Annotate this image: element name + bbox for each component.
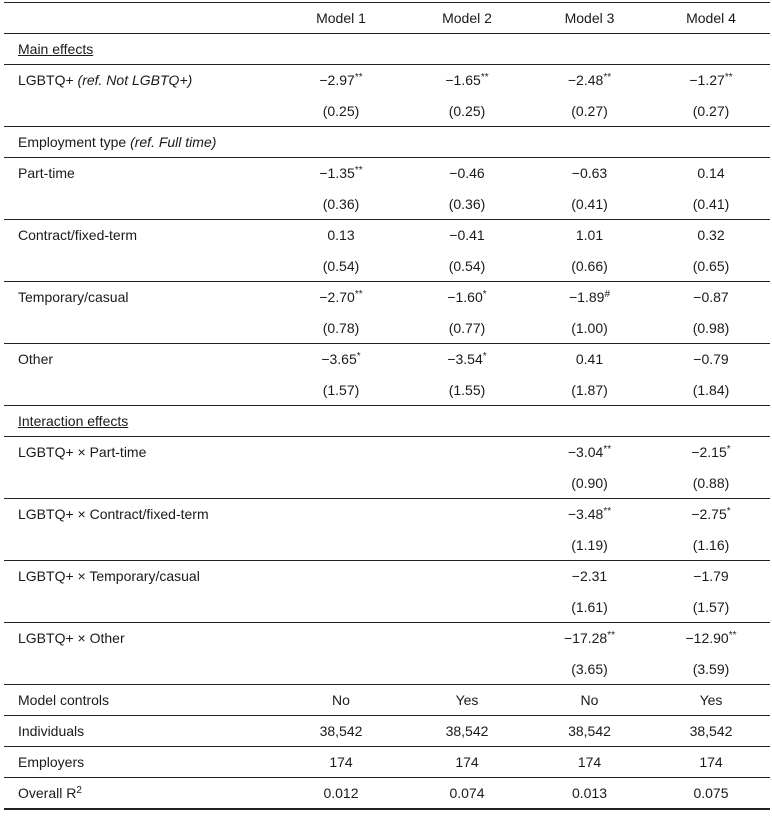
se-cell: (1.87) <box>527 375 652 406</box>
coef-cell: −1.27 <box>689 72 725 89</box>
table-row <box>4 189 770 220</box>
sig-marker: * <box>726 506 731 518</box>
coef-cell: −2.97 <box>319 72 355 89</box>
row-label: Model controls <box>4 685 275 716</box>
se-cell <box>407 592 527 623</box>
se-cell <box>275 592 407 623</box>
value-cell: 0.012 <box>275 778 407 809</box>
row-label: LGBTQ+ <box>18 72 74 89</box>
table-row <box>4 65 770 96</box>
coef-cell: 0.32 <box>697 227 725 244</box>
table-row <box>4 158 770 189</box>
table-row <box>4 344 770 375</box>
se-cell: (0.54) <box>407 251 527 282</box>
se-cell: (0.36) <box>407 189 527 220</box>
se-cell: (0.41) <box>527 189 652 220</box>
coef-cell: −0.41 <box>449 227 485 244</box>
value-cell: 38,542 <box>652 716 770 747</box>
table-row <box>4 375 770 406</box>
row-label: LGBTQ+ × Part-time <box>18 444 147 461</box>
row-label: Part-time <box>18 165 75 182</box>
table-row <box>4 623 770 654</box>
table-row <box>4 96 770 127</box>
sig-marker: ** <box>603 444 612 456</box>
table-row <box>4 685 770 716</box>
sig-marker: ** <box>728 630 737 642</box>
value-cell: 0.074 <box>407 778 527 809</box>
se-cell: (0.25) <box>275 96 407 127</box>
header-model-1: Model 1 <box>275 3 407 34</box>
value-cell: No <box>527 685 652 716</box>
value-cell: 38,542 <box>527 716 652 747</box>
sig-marker: ** <box>607 630 615 642</box>
se-cell: (3.65) <box>527 654 652 685</box>
section-heading-main: Main effects <box>18 41 94 57</box>
se-cell: (0.65) <box>652 251 770 282</box>
coef-cell: −1.79 <box>693 568 729 585</box>
table-row <box>4 220 770 251</box>
coef-cell: −1.35 <box>319 165 355 182</box>
table-row <box>4 747 770 778</box>
regression-table <box>4 2 770 810</box>
row-label: Temporary/casual <box>18 289 129 306</box>
value-cell: 38,542 <box>275 716 407 747</box>
table-row <box>4 437 770 468</box>
se-cell: (0.98) <box>652 313 770 344</box>
sig-marker: * <box>356 351 361 363</box>
se-cell: (0.78) <box>275 313 407 344</box>
se-cell: (1.57) <box>275 375 407 406</box>
coef-cell: −3.04 <box>567 444 604 461</box>
se-cell <box>275 654 407 685</box>
se-cell: (0.25) <box>407 96 527 127</box>
table-row <box>4 499 770 530</box>
section-row <box>4 34 770 65</box>
coef-cell: −3.54 <box>447 351 483 368</box>
se-cell: (0.54) <box>275 251 407 282</box>
sig-marker: * <box>482 351 487 363</box>
value-cell: 174 <box>527 747 652 778</box>
se-cell: (1.57) <box>652 592 770 623</box>
coef-cell: −1.89 <box>569 289 605 306</box>
coef-cell: −1.60 <box>447 289 483 306</box>
section-row <box>4 406 770 437</box>
value-cell: 174 <box>275 747 407 778</box>
se-cell: (0.41) <box>652 189 770 220</box>
value-cell: 174 <box>652 747 770 778</box>
table-row <box>4 716 770 747</box>
se-cell: (0.77) <box>407 313 527 344</box>
header-stub <box>4 3 275 34</box>
coef-cell: −2.70 <box>319 289 355 306</box>
coef-cell: −0.63 <box>571 165 608 182</box>
value-cell: No <box>275 685 407 716</box>
section-reference: (ref. Full time) <box>130 134 217 150</box>
sig-marker: ** <box>480 72 489 84</box>
se-cell: (1.00) <box>527 313 652 344</box>
sig-marker: ** <box>603 506 612 518</box>
row-label: Contract/fixed-term <box>18 227 138 244</box>
se-cell: (0.66) <box>527 251 652 282</box>
row-reference: (ref. Not LGBTQ+) <box>77 72 193 89</box>
row-label: Employers <box>4 747 275 778</box>
header-row <box>4 3 770 34</box>
section-row <box>4 127 770 158</box>
coef-cell: −0.46 <box>449 165 485 182</box>
value-cell: 174 <box>407 747 527 778</box>
header-model-2: Model 2 <box>407 3 527 34</box>
row-label: LGBTQ+ × Temporary/casual <box>18 568 200 585</box>
sig-marker: * <box>726 444 731 456</box>
superscript: 2 <box>76 784 82 796</box>
coef-cell: 0.14 <box>697 165 725 182</box>
coef-cell: −2.15 <box>691 444 727 461</box>
se-cell: (1.61) <box>527 592 652 623</box>
coef-cell: −2.48 <box>567 72 604 89</box>
se-cell: (0.27) <box>652 96 770 127</box>
se-cell: (1.16) <box>652 530 770 561</box>
table-row <box>4 468 770 499</box>
table-row <box>4 251 770 282</box>
sig-marker: ** <box>724 72 733 84</box>
se-cell <box>275 468 407 499</box>
se-cell: (0.27) <box>527 96 652 127</box>
coef-cell: 0.41 <box>575 351 604 368</box>
value-cell: Yes <box>652 685 770 716</box>
table-row <box>4 778 770 809</box>
coef-cell: −2.31 <box>571 568 608 585</box>
sig-marker: ** <box>354 165 363 177</box>
sig-marker: ** <box>354 289 363 301</box>
section-heading-employment-type: Employment type <box>18 134 127 150</box>
coef-cell: −2.75 <box>691 506 727 523</box>
sig-marker: # <box>604 289 610 301</box>
se-cell: (0.88) <box>652 468 770 499</box>
se-cell <box>275 530 407 561</box>
row-label: Overall R <box>18 784 77 801</box>
coef-cell: −12.90 <box>685 630 729 647</box>
table-row <box>4 654 770 685</box>
value-cell: Yes <box>407 685 527 716</box>
coef-cell: −1.65 <box>445 72 481 89</box>
value-cell: 38,542 <box>407 716 527 747</box>
sig-marker: ** <box>354 72 363 84</box>
coef-cell: −0.87 <box>693 289 729 306</box>
table-row <box>4 592 770 623</box>
sig-marker: * <box>482 289 487 301</box>
coef-cell: −17.28 <box>563 630 608 647</box>
table-row <box>4 530 770 561</box>
se-cell: (1.19) <box>527 530 652 561</box>
coef-cell: 0.13 <box>327 227 355 244</box>
coef-cell: 1.01 <box>575 227 604 244</box>
section-heading-interaction: Interaction effects <box>18 413 129 429</box>
se-cell <box>407 654 527 685</box>
se-cell: (1.84) <box>652 375 770 406</box>
value-cell: 0.013 <box>527 778 652 809</box>
header-model-3: Model 3 <box>527 3 652 34</box>
se-cell: (1.55) <box>407 375 527 406</box>
se-cell: (3.59) <box>652 654 770 685</box>
row-label: LGBTQ+ × Contract/fixed-term <box>18 506 209 523</box>
table-row <box>4 561 770 592</box>
se-cell <box>407 468 527 499</box>
header-model-4: Model 4 <box>652 3 770 34</box>
value-cell: 0.075 <box>652 778 770 809</box>
table-row <box>4 313 770 344</box>
row-label: LGBTQ+ × Other <box>18 630 125 647</box>
se-cell <box>407 530 527 561</box>
row-label: Other <box>18 351 54 368</box>
row-label: Individuals <box>4 716 275 747</box>
coef-cell: −3.48 <box>567 506 604 523</box>
table-row <box>4 282 770 313</box>
coef-cell: −3.65 <box>321 351 357 368</box>
sig-marker: ** <box>603 72 612 84</box>
se-cell: (0.90) <box>527 468 652 499</box>
se-cell: (0.36) <box>275 189 407 220</box>
coef-cell: −0.79 <box>693 351 729 368</box>
